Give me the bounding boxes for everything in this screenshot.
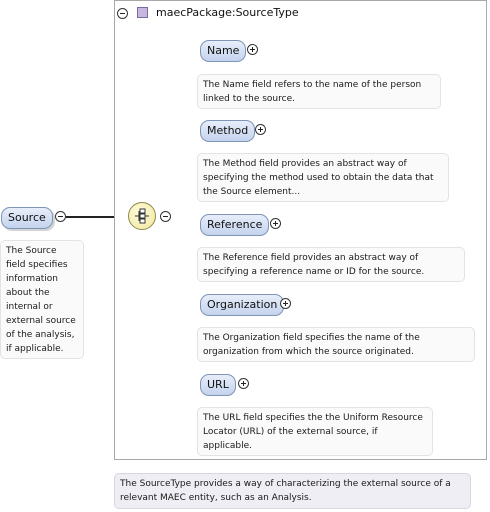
element-method[interactable]: Method [200, 120, 255, 142]
expand-organization-toggle-icon[interactable] [280, 298, 291, 309]
element-organization[interactable]: Organization [200, 294, 284, 316]
expand-url-toggle-icon[interactable] [238, 378, 249, 389]
url-description: The URL field specifies the the Uniform Resource Locator (URL) of the external source, if applicable. [197, 407, 433, 456]
organization-description: The Organization field specifies the name of the organization from which the source originated. [197, 327, 475, 362]
type-title: maecPackage:SourceType [156, 6, 299, 19]
type-description: The SourceType provides a way of characterizing the external source of a relevant MAEC entity, such as an Analysis. [114, 473, 471, 509]
collapse-sequence-toggle-icon[interactable] [160, 211, 171, 222]
sequence-compositor-icon[interactable] [128, 202, 156, 230]
root-element-source[interactable]: Source [1, 207, 53, 229]
name-description: The Name field refers to the name of the person linked to the source. [197, 74, 441, 109]
collapse-type-toggle-icon[interactable] [117, 8, 128, 19]
root-description: The Source field specifies information about the internal or external source of the analysis, if applicable. [0, 240, 84, 359]
element-url[interactable]: URL [200, 374, 236, 396]
element-reference[interactable]: Reference [200, 214, 269, 236]
complex-type-icon [137, 7, 148, 18]
type-container [114, 0, 487, 460]
expand-name-toggle-icon[interactable] [247, 44, 258, 55]
expand-reference-toggle-icon[interactable] [270, 218, 281, 229]
reference-description: The Reference field provides an abstract way of specifying a reference name or ID for the source. [197, 247, 465, 282]
sequence-symbol-icon [129, 203, 155, 229]
collapse-root-toggle-icon[interactable] [55, 211, 66, 222]
expand-method-toggle-icon[interactable] [255, 124, 266, 135]
method-description: The Method field provides an abstract way of specifying the method used to obtain the data that the Source element... [197, 153, 449, 202]
element-name[interactable]: Name [200, 40, 246, 62]
